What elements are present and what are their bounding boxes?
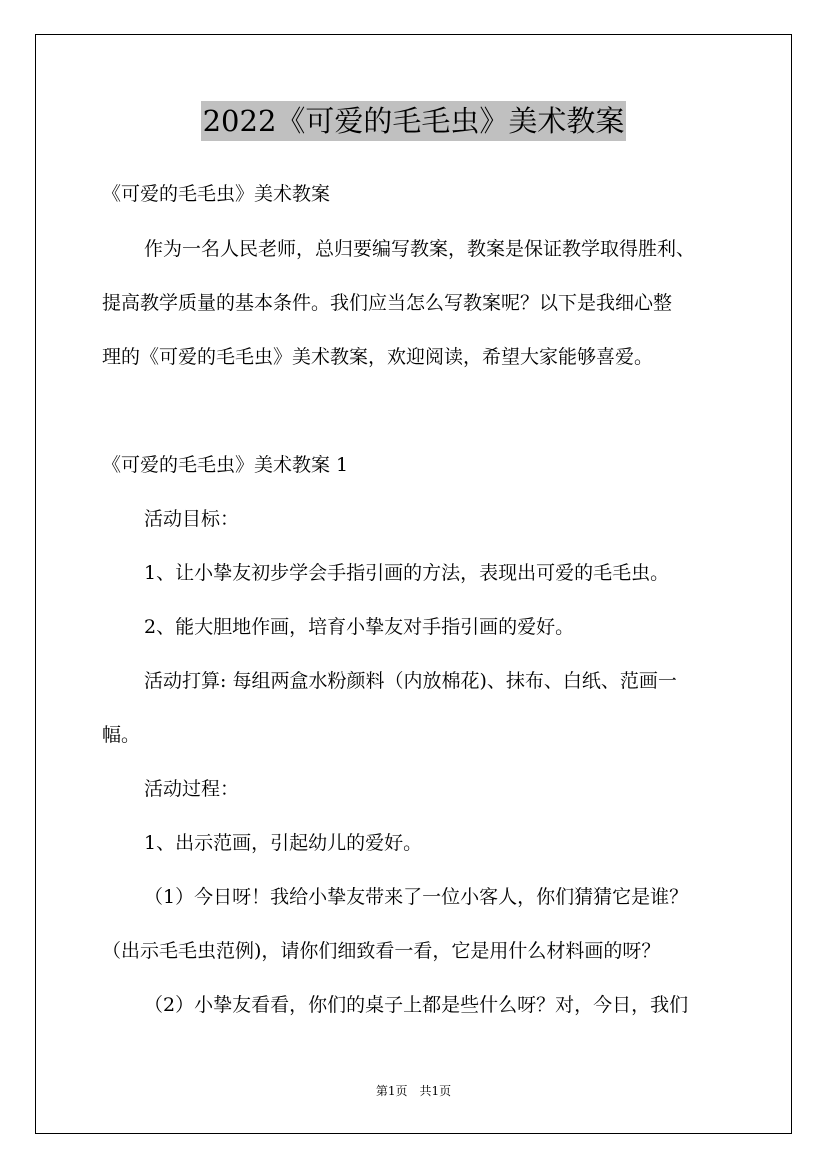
goal-item-2: 2、能大胆地作画，培育小挚友对手指引画的爱好。 [144, 616, 575, 638]
section-title: 《可爱的毛毛虫》美术教案 1 [102, 454, 349, 476]
goals-heading: 活动目标： [144, 508, 240, 530]
intro-line-3: 理的《可爱的毛毛虫》美术教案，欢迎阅读，希望大家能够喜爱。 [102, 346, 654, 368]
process-heading: 活动过程： [144, 778, 240, 800]
title-container [0, 101, 827, 141]
page-footer: 第1页 共1页 [375, 1084, 452, 1098]
document-subtitle: 《可爱的毛毛虫》美术教案 [102, 183, 331, 205]
process-step-1: 1、出示范画，引起幼儿的爱好。 [144, 832, 423, 854]
document-title: 2022《可爱的毛毛虫》美术教案 [201, 101, 627, 141]
prep-line-2: 幅。 [102, 724, 141, 746]
paragraph-2-line-1: （2）小挚友看看，你们的桌子上都是些什么呀？对，今日，我们 [144, 994, 689, 1016]
paragraph-1-line-1: （1）今日呀！我给小挚友带来了一位小客人，你们猜猜它是谁？ [144, 886, 689, 908]
paragraph-1-line-2: （出示毛毛虫范例)，请你们细致看一看，它是用什么材料画的呀？ [102, 940, 661, 962]
goal-item-1: 1、让小挚友初步学会手指引画的方法，表现出可爱的毛毛虫。 [144, 562, 670, 584]
intro-line-1: 作为一名人民老师，总归要编写教案，教案是保证教学取得胜利、 [144, 238, 696, 260]
intro-line-2: 提高教学质量的基本条件。我们应当怎么写教案呢？以下是我细心整 [102, 292, 673, 314]
prep-line-1: 活动打算: 每组两盒水粉颜料（内放棉花)、抹布、白纸、范画一 [144, 670, 677, 692]
